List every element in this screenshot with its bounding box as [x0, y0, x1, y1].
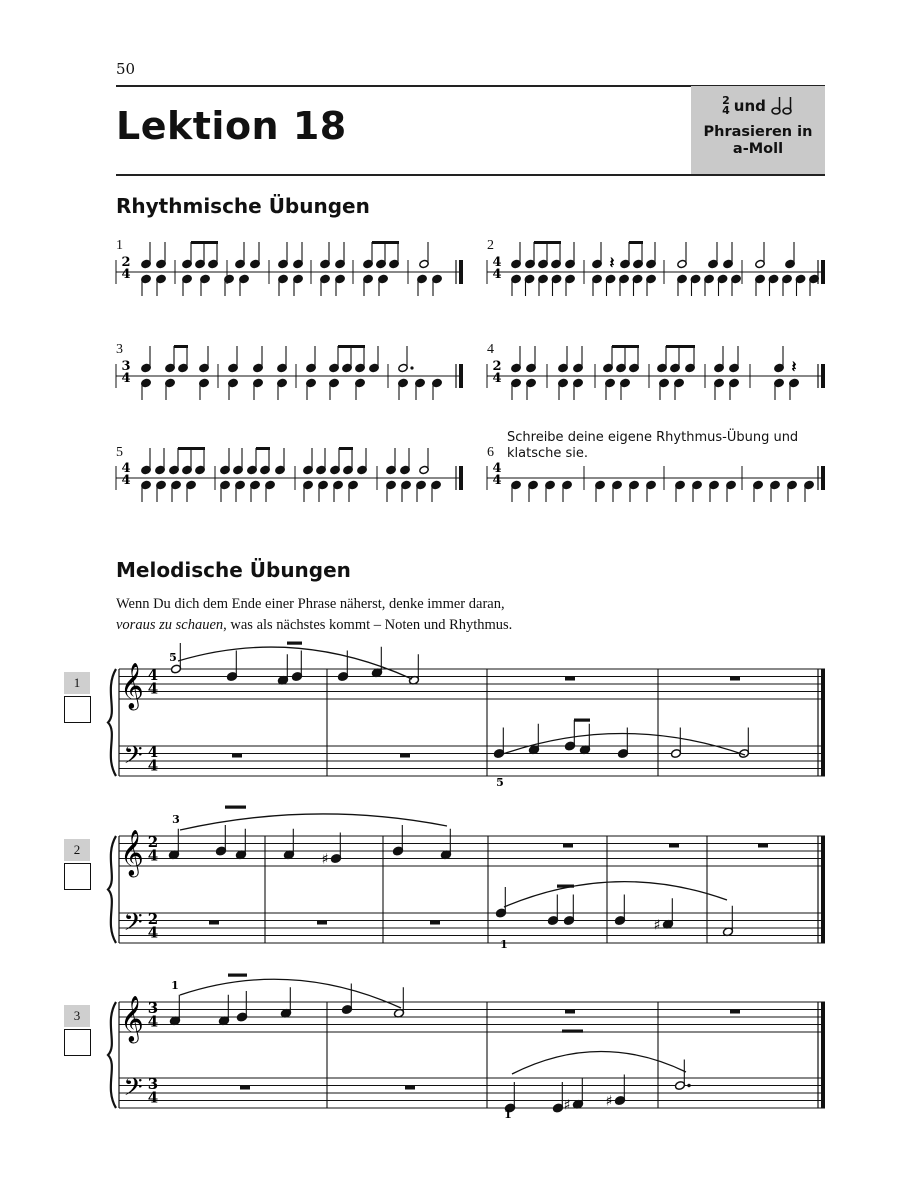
note-beam — [612, 345, 639, 348]
note-beam — [666, 345, 695, 348]
final-bar-thick — [821, 466, 825, 490]
final-bar-thick — [821, 836, 825, 943]
note-beam — [534, 241, 561, 244]
measure-rest — [405, 1086, 415, 1090]
measure-rest — [669, 844, 679, 848]
topic-line2: Phrasieren in — [703, 124, 813, 140]
measure-rest — [430, 921, 440, 925]
time-signature-numerator: 2 — [147, 910, 159, 928]
finger-number: 5 — [496, 776, 504, 789]
time-signature-denominator: 4 — [492, 267, 502, 283]
time-signature-denominator: 4 — [147, 756, 159, 775]
rhythm-exercise-number: 3 — [116, 342, 123, 357]
measure-rest — [240, 1086, 250, 1090]
note-beam — [191, 241, 218, 244]
final-bar-thick — [459, 364, 463, 388]
measure-rest — [758, 844, 768, 848]
note-beam — [287, 642, 302, 645]
final-bar-thick — [821, 1002, 825, 1108]
final-bar-thick — [459, 260, 463, 284]
treble-clef: 𝄞 — [120, 830, 144, 876]
bass-clef: 𝄢 — [123, 741, 143, 776]
time-signature-numerator: 3 — [121, 359, 131, 374]
quarter-rest: 𝄽 — [609, 253, 615, 272]
finger-number: 1 — [500, 938, 508, 951]
time-signature-numerator: 4 — [492, 255, 502, 270]
time-signature-denominator: 4 — [147, 923, 159, 942]
phrase-slur — [180, 814, 447, 830]
own-exercise-instruction: Schreibe deine eigene Rhythmus-Übung und klatsche sie. — [507, 430, 799, 461]
time-signature-denominator: 4 — [147, 1088, 159, 1107]
melody-intro: Wenn Du dich dem Ende einer Phrase näherst, denke immer daran, voraus zu schauen, was als nächstes kommt – Noten und Rhythmus. — [116, 596, 513, 633]
time-signature-fraction: 2 4 — [722, 94, 730, 117]
bass-clef: 𝄢 — [123, 908, 143, 943]
time-signature-numerator: 4 — [147, 666, 159, 684]
note-beam — [228, 974, 247, 977]
rhythm-heading: Rhythmische Übungen — [116, 194, 370, 218]
melody-exercise-number: 1 — [64, 672, 90, 694]
sharp-sign: ♯ — [321, 851, 329, 868]
measure-rest — [209, 921, 219, 925]
final-bar-thick — [821, 669, 825, 776]
measure-rest — [400, 754, 410, 758]
bass-clef: 𝄢 — [123, 1073, 143, 1108]
measure-rest — [317, 921, 327, 925]
phrase-slur — [512, 1051, 686, 1074]
final-bar-thick — [821, 364, 825, 388]
measure-rest — [565, 677, 575, 681]
melody-heading: Melodische Übungen — [116, 558, 351, 582]
time-signature-denominator: 4 — [147, 846, 159, 865]
lesson-title: Lektion 18 — [116, 104, 347, 148]
measure-rest — [563, 844, 573, 848]
finger-number: 5 — [169, 651, 177, 664]
time-signature-denominator: 4 — [121, 267, 131, 283]
time-signature-numerator: 4 — [492, 461, 502, 476]
topic-line3: a-Moll — [732, 141, 784, 157]
time-signature-numerator: 2 — [492, 359, 502, 374]
augmentation-dot — [687, 1084, 690, 1087]
time-signature-numerator: 4 — [121, 461, 131, 476]
time-signature-numerator: 4 — [147, 743, 159, 761]
time-signature-numerator: 3 — [147, 999, 159, 1017]
finger-number: 1 — [171, 979, 179, 992]
note-beam — [256, 447, 270, 450]
time-signature-denominator: 4 — [121, 371, 131, 387]
note-beam — [178, 447, 205, 450]
rhythm-exercise-number: 5 — [116, 445, 123, 460]
time-signature-numerator: 3 — [147, 1075, 159, 1093]
quarter-rest: 𝄽 — [791, 357, 797, 376]
measure-rest — [730, 677, 740, 681]
time-signature-denominator: 4 — [492, 473, 502, 489]
melody-exercise-number: 2 — [64, 839, 90, 861]
time-signature-denominator: 4 — [147, 1012, 159, 1031]
measure-rest — [730, 1010, 740, 1014]
phrase-slur — [504, 882, 727, 907]
treble-clef: 𝄞 — [120, 996, 144, 1042]
melody-exercise-number: 3 — [64, 1005, 90, 1027]
time-signature-numerator: 2 — [147, 833, 159, 851]
rhythm-exercise-number: 2 — [487, 238, 494, 253]
sharp-sign: ♯ — [563, 1097, 571, 1114]
brace — [108, 836, 116, 943]
final-bar-thick — [821, 260, 825, 284]
topic-und: und — [733, 97, 766, 115]
note-beam — [225, 806, 246, 809]
note-beam — [562, 1030, 583, 1033]
measure-rest — [565, 1010, 575, 1014]
time-signature-denominator: 4 — [147, 679, 159, 698]
brace — [108, 1002, 116, 1108]
augmentation-dot — [410, 366, 413, 369]
treble-clef: 𝄞 — [120, 663, 144, 709]
time-signature-numerator: 2 — [121, 255, 131, 270]
brace — [108, 669, 116, 776]
note-beam — [338, 345, 365, 348]
note-beam — [174, 345, 188, 348]
note-beam — [574, 719, 590, 722]
rhythm-exercise-number: 4 — [487, 342, 494, 357]
finger-number: 1 — [504, 1108, 512, 1121]
note-beam — [372, 241, 399, 244]
sharp-sign: ♯ — [605, 1093, 613, 1110]
sharp-sign: ♯ — [653, 917, 661, 934]
time-signature-denominator: 4 — [492, 371, 502, 387]
finger-number: 3 — [172, 813, 180, 826]
measure-rest — [232, 754, 242, 758]
final-bar-thick — [459, 466, 463, 490]
rhythm-exercise-number: 1 — [116, 238, 123, 253]
page-number: 50 — [116, 60, 136, 78]
note-beam — [339, 447, 353, 450]
note-beam — [629, 241, 643, 244]
rhythm-exercise-number: 6 — [487, 445, 494, 460]
time-signature-denominator: 4 — [121, 473, 131, 489]
